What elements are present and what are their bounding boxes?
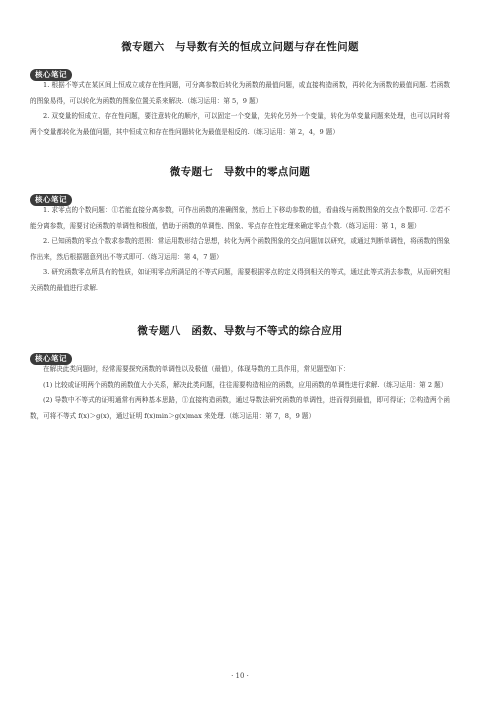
paragraph: (2) 导数中不等式的证明通常有两种基本思路，①直接构造函数，通过导数法研究函数的单调性，进而得到最值，即可得证；②构造两个函数，可将不等式 f(x)＞g(x)，通过证明 f(x)min＞g(x)max 来处理.（练习运用：第 7，8，9 题）	[30, 396, 450, 420]
badge-row	[30, 346, 450, 363]
section-six	[30, 39, 450, 140]
core-notes-badge: 核心笔记	[30, 194, 72, 206]
core-notes-badge: 核心笔记	[30, 69, 72, 81]
section-seven	[30, 164, 450, 296]
core-notes-badge: 核心笔记	[30, 353, 72, 365]
paragraph: 1. 根据不等式在某区间上恒成立或存在性问题，可分离参数后转化为函数的最值问题，或直接构造函数，再转化为函数的最值问题. 若函数的图象易得，可以转化为函数的图象位置关系来解决.（练习运用：第 5，9 题）	[30, 81, 450, 105]
badge-row	[30, 187, 450, 204]
paragraph: 2. 已知函数的零点个数求参数的范围：常运用数形结合思想，转化为两个函数图象的交点问题加以研究，或通过判断单调性，将函数的图象作出来，然后根据题意列出不等式即可.（练习运用：第 4，7 题）	[30, 237, 450, 261]
paragraph: 2. 双变量的恒成立、存在性问题，要注意转化的顺序，可以固定一个变量，先转化另外一个变量，转化为单变量问题来处理，也可以同时将两个变量都转化为最值问题，其中恒成立和存在性问题转化为最值是相反的.（练习运用：第 2，4，9 题）	[30, 112, 450, 136]
paragraph: 1. 求零点的个数问题：①若能直接分离参数，可作出函数的准确图象，然后上下移动参数的值，看曲线与函数图象的交点个数即可. ②若不能分离参数，需要讨论函数的单调性和极值，借助于函数的单调性、图象、零点存在性定理来确定零点个数.（练习运用：第 1，8 题）	[30, 206, 450, 230]
paragraph: 3. 研究函数零点所具有的性质，如证明零点所满足的不等式问题，需要根据零点的定义得到相关的等式，通过此等式消去参数，从而研究相关函数的最值进行求解.	[30, 268, 450, 292]
section-title: 微专题六 与导数有关的恒成立问题与存在性问题	[121, 41, 359, 53]
section-title: 微专题七 导数中的零点问题	[169, 166, 311, 178]
paragraph: (1) 比较或证明两个函数的函数值大小关系，解决此类问题，往往需要构造相应的函数，应用函数的单调性进行求解.（练习运用：第 2 题）	[43, 380, 448, 389]
section-title: 微专题八 函数、导数与不等式的综合应用	[137, 325, 343, 337]
badge-row	[30, 62, 450, 79]
paragraph: 在解决此类问题时，经常需要探究函数的单调性以及极值（最值），体现导数的工具作用，常见题型如下：	[43, 365, 350, 373]
page-number: · 10 ·	[231, 672, 249, 680]
section-eight	[30, 323, 450, 424]
